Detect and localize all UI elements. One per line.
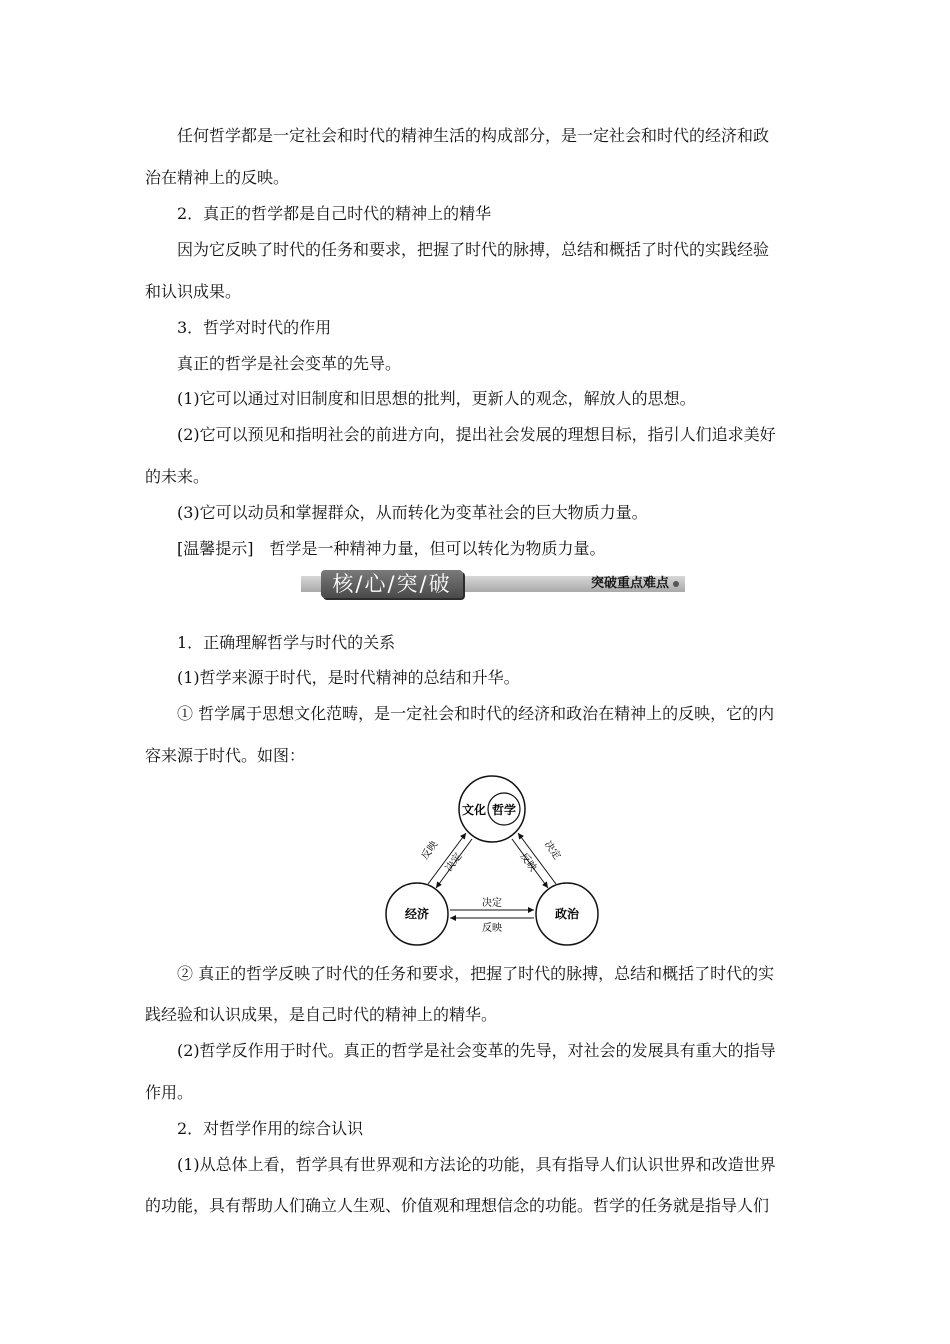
banner-tab [321,570,463,598]
section-banner [301,570,685,600]
paragraph: (2)哲学反作用于时代。真正的哲学是社会变革的先导，对社会的发展具有重大的指导 [177,1041,776,1060]
paragraph: 容来源于时代。如图： [145,746,306,765]
banner-title: 核/心/突/破 [332,572,452,596]
paragraph: 治在精神上的反映。 [145,168,290,187]
relationship-diagram [380,772,610,947]
right-decide-label: 决定 [541,839,563,862]
paragraph: 践经验和认识成果，是自己时代的精神上的精华。 [145,1005,498,1024]
paragraph: (1)它可以通过对旧制度和旧思想的批判，更新人的观念，解放人的思想。 [177,389,696,408]
paragraph: (1)从总体上看，哲学具有世界观和方法论的功能，具有指导人们认识世界和改造世界 [177,1155,776,1174]
heading: 1．正确理解哲学与时代的关系 [177,633,396,652]
banner-dot-icon [673,581,679,587]
heading: 2．对哲学作用的综合认识 [177,1119,364,1138]
paragraph: 的功能，具有帮助人们确立人生观、价值观和理想信念的功能。哲学的任务就是指导人们 [145,1196,770,1215]
paragraph: 因为它反映了时代的任务和要求，把握了时代的脉搏，总结和概括了时代的实践经验 [177,240,770,259]
paragraph: (3)它可以动员和掌握群众，从而转化为变革社会的巨大物质力量。 [177,503,648,522]
bottom-reflect-label: 反映 [482,923,502,934]
paragraph: 真正的哲学是社会变革的先导。 [177,354,402,373]
bottom-decide-label: 决定 [482,898,502,909]
tip-text: [温馨提示] 哲学是一种精神力量，但可以转化为物质力量。 [177,539,606,558]
paragraph: ② 真正的哲学反映了时代的任务和要求，把握了时代的脉搏，总结和概括了时代的实 [177,964,775,983]
paragraph: 和认识成果。 [145,282,242,301]
paragraph: 的未来。 [145,467,210,486]
paragraph: ① 哲学属于思想文化范畴，是一定社会和时代的经济和政治在精神上的反映，它的内 [177,704,775,723]
heading: 3．哲学对时代的作用 [177,318,332,337]
paragraph: (1)哲学来源于时代，是时代精神的总结和升华。 [177,668,520,687]
right-reflect-label: 反映 [517,851,539,874]
left-reflect-label: 反映 [419,839,441,862]
heading: 2．真正的哲学都是自己时代的精神上的精华 [177,204,492,223]
politics-label: 政治 [554,907,580,921]
banner-subtitle: 突破重点难点 [590,576,669,591]
culture-label: 文化 [461,803,487,817]
paragraph: 任何哲学都是一定社会和时代的精神生活的构成部分，是一定社会和时代的经济和政 [177,126,770,145]
left-decide-label: 决定 [443,851,465,874]
economy-label: 经济 [404,907,430,921]
paragraph: (2)它可以预见和指明社会的前进方向，提出社会发展的理想目标，指引人们追求美好 [177,425,776,444]
paragraph: 作用。 [145,1083,194,1102]
philosophy-label: 哲学 [491,803,517,817]
